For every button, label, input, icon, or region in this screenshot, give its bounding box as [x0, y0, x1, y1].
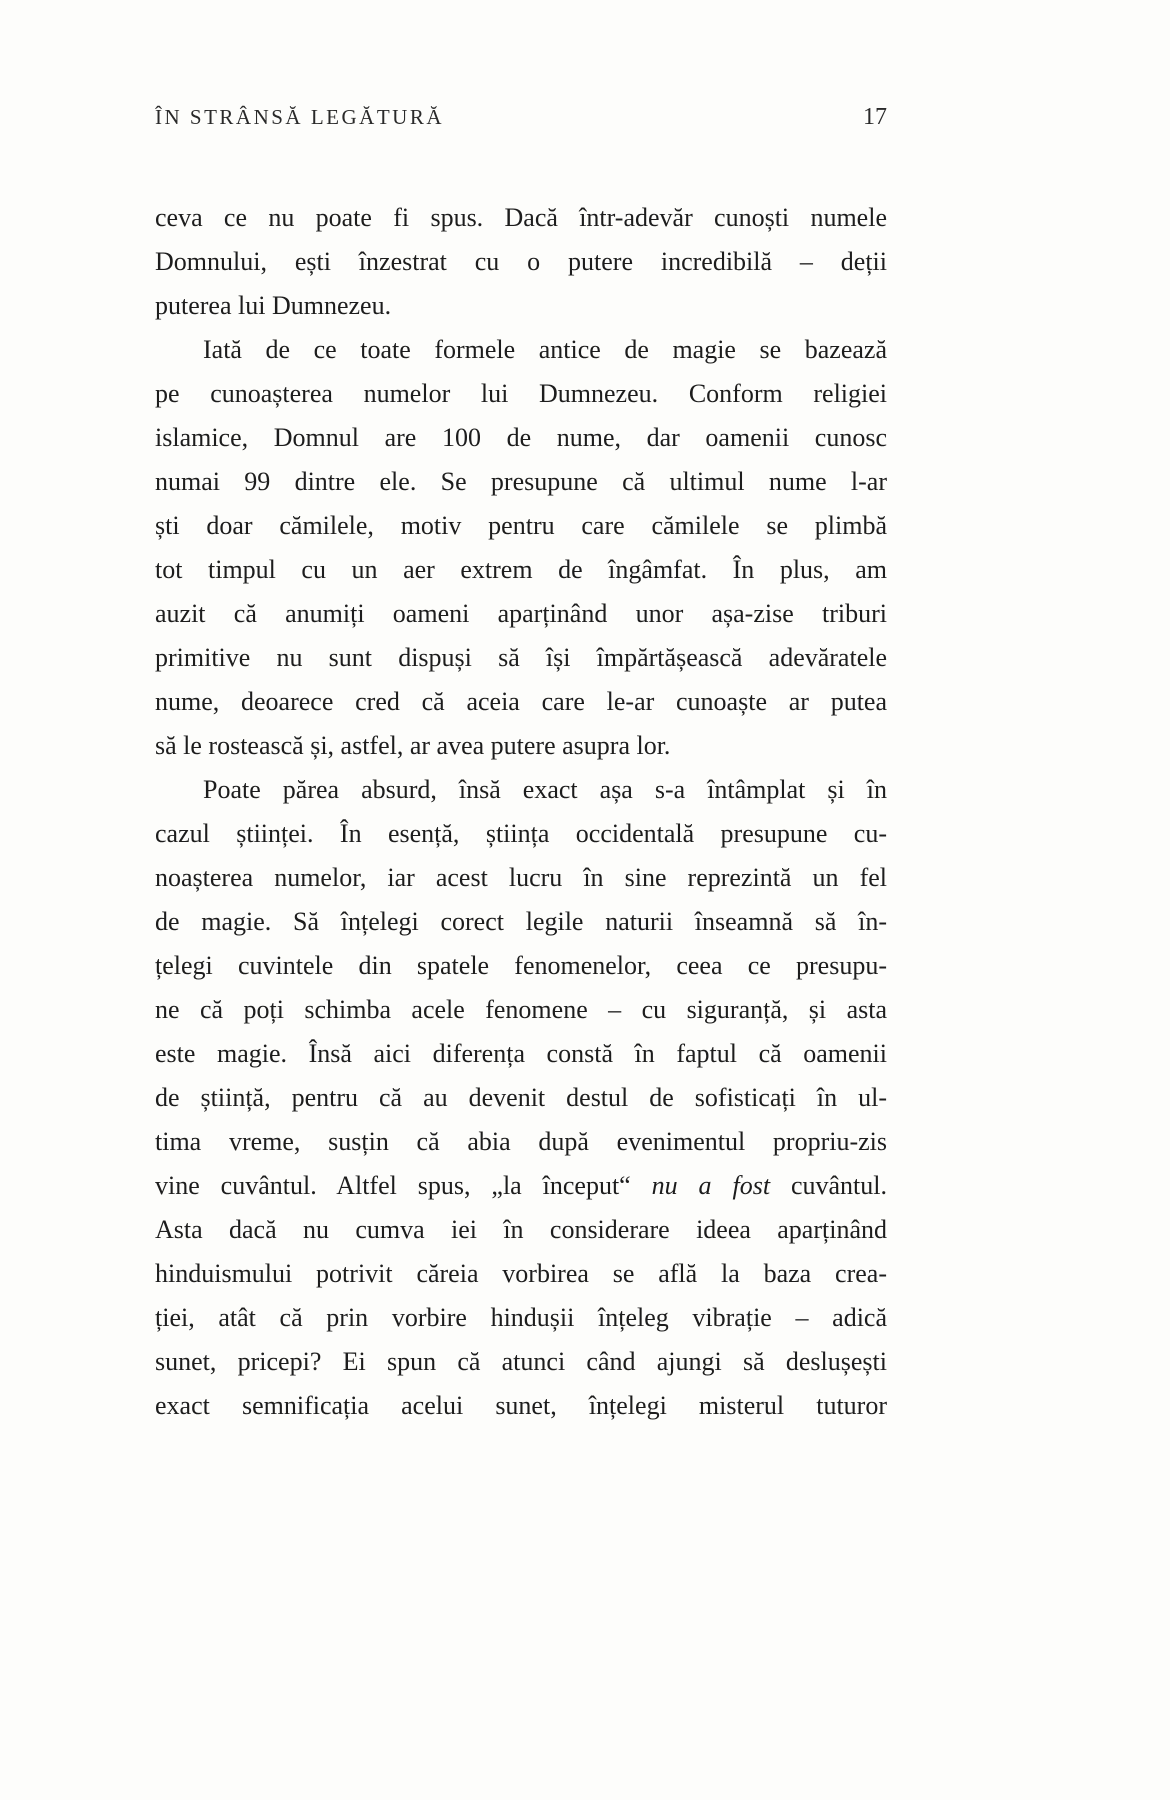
body-text: ne că poți schimba acele fenomene – cu siguranță, și asta: [155, 995, 887, 1024]
body-text: puterea lui Dumnezeu.: [155, 291, 392, 320]
text-line: [155, 196, 887, 240]
text-line: [155, 988, 887, 1032]
text-line: [155, 240, 887, 284]
body-text: Poate părea absurd, însă exact așa s-a întâmplat și în: [203, 775, 887, 804]
text-line: [155, 460, 887, 504]
text-line: [155, 592, 887, 636]
body-text: islamice, Domnul are 100 de nume, dar oamenii cunosc: [155, 423, 887, 452]
text-line: [155, 856, 887, 900]
text-line: [155, 900, 887, 944]
body-text: auzit că anumiți oameni aparținând unor așa-zise triburi: [155, 599, 887, 628]
text-line: [155, 1164, 887, 1208]
body-text: exact semnificația acelui sunet, înțelegi misterul tuturor: [155, 1391, 887, 1420]
body-text: de știință, pentru că au devenit destul de sofisticați în ul-: [155, 1083, 887, 1112]
text-line: [155, 1076, 887, 1120]
body-text: Domnului, ești înzestrat cu o putere incredibilă – deții: [155, 247, 887, 276]
text-line: [155, 1208, 887, 1252]
paragraph: [155, 328, 887, 768]
italic-text: nu a fost: [651, 1171, 771, 1200]
body-text: ceva ce nu poate fi spus. Dacă într-adevăr cunoști numele: [155, 203, 887, 232]
body-text: Asta dacă nu cumva iei în considerare ideea aparținând: [155, 1215, 887, 1244]
paragraph: [155, 196, 887, 328]
text-line: [155, 416, 887, 460]
text-block: [155, 196, 887, 1428]
body-text: pe cunoașterea numelor lui Dumnezeu. Conform religiei: [155, 379, 887, 408]
body-text: este magie. Însă aici diferența constă în faptul că oamenii: [155, 1039, 887, 1068]
page-number: 17: [863, 104, 887, 130]
body-text: țelegi cuvintele din spatele fenomenelor, ceea ce presupu-: [155, 951, 887, 980]
text-line: [155, 548, 887, 592]
running-header: ÎN STRÂNSĂ LEGĂTURĂ: [155, 105, 444, 129]
text-line: [155, 504, 887, 548]
text-line: [155, 1252, 887, 1296]
body-text: de magie. Să înțelegi corect legile naturii înseamnă să în-: [155, 907, 887, 936]
text-line: [155, 284, 887, 328]
body-text: tot timpul cu un aer extrem de îngâmfat. În plus, am: [155, 555, 887, 584]
text-line: [155, 636, 887, 680]
text-line: [155, 1120, 887, 1164]
text-line: [155, 372, 887, 416]
body-text: ției, atât că prin vorbire hindușii înțeleg vibrație – adică: [155, 1303, 887, 1332]
body-text: vine cuvântul. Altfel spus, „la început“: [155, 1171, 652, 1200]
body-text: hinduismului potrivit căreia vorbirea se află la baza crea-: [155, 1259, 887, 1288]
text-line: [155, 1032, 887, 1076]
text-line: [155, 724, 887, 768]
body-text: nume, deoarece cred că aceia care le-ar cunoaște ar putea: [155, 687, 887, 716]
text-line: [155, 944, 887, 988]
text-line: [155, 1384, 887, 1428]
body-text: primitive nu sunt dispuși să își împărtășească adevăratele: [155, 643, 887, 672]
body-text: sunet, pricepi? Ei spun că atunci când ajungi să deslușești: [155, 1347, 887, 1376]
text-line: [155, 680, 887, 724]
text-line: [155, 1340, 887, 1384]
text-line: [155, 1296, 887, 1340]
body-text: cuvântul.: [770, 1171, 887, 1200]
body-text: ști doar cămilele, motiv pentru care cămilele se plimbă: [155, 511, 887, 540]
text-line: [155, 328, 887, 372]
body-text: cazul științei. În esență, știința occidentală presupune cu-: [155, 819, 887, 848]
body-text: tima vreme, susțin că abia după evenimentul propriu-zis: [155, 1127, 887, 1156]
paragraph: [155, 768, 887, 1428]
body-text: numai 99 dintre ele. Se presupune că ultimul nume l-ar: [155, 467, 887, 496]
body-text: noașterea numelor, iar acest lucru în sine reprezintă un fel: [155, 863, 887, 892]
body-text: să le rostească și, astfel, ar avea putere asupra lor.: [155, 731, 671, 760]
text-line: [155, 812, 887, 856]
text-line: [155, 768, 887, 812]
page-header: [155, 104, 887, 131]
body-text: Iată de ce toate formele antice de magie se bazează: [203, 335, 887, 364]
